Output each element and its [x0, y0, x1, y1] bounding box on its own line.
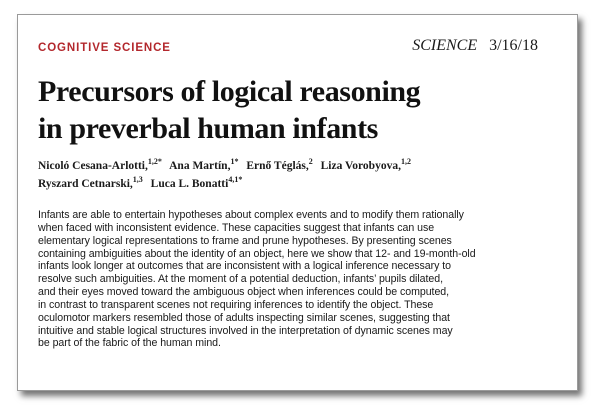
abstract: [38, 209, 566, 350]
abstract-line: be part of the fabric of the human mind.: [38, 337, 221, 350]
author-affiliation: 1,2: [400, 157, 411, 166]
author-line: [38, 157, 568, 175]
author: [38, 175, 143, 190]
abstract-line: infants look longer at outcomes that are inconsistent with a logical inference necessary to: [38, 260, 451, 273]
author-list: [38, 157, 568, 193]
author-affiliation: 2: [308, 157, 313, 166]
abstract-line: and their eyes moved toward the ambiguous object when inferences could be computed,: [38, 286, 450, 299]
author-name: Ernő Téglás,: [246, 160, 309, 172]
journal-name: SCIENCE: [412, 37, 478, 54]
author-name: Luca L. Bonatti: [150, 178, 229, 190]
article-header: [38, 37, 558, 57]
journal-info: [412, 37, 538, 55]
author-affiliation: 4,1*: [228, 175, 243, 184]
author-affiliation: 1,2*: [147, 157, 162, 166]
abstract-line: Infants are able to entertain hypotheses about complex events and to modify them rationally: [38, 209, 464, 221]
author: [169, 157, 239, 172]
author-affiliation: 1*: [230, 157, 239, 166]
article-title: [38, 73, 568, 147]
author-name: Ryszard Cetnarski,: [38, 178, 133, 190]
author-line: [38, 175, 568, 193]
author-name: Ana Martín,: [169, 160, 231, 172]
author-name: Liza Vorobyova,: [320, 160, 401, 172]
author-name: Nicoló Cesana-Arlotti,: [38, 160, 148, 172]
abstract-line: in contrast to transparent scenes not requiring inferences to identify the object. These: [38, 298, 434, 311]
title-line: in preverbal human infants: [38, 112, 378, 145]
author: [246, 157, 313, 172]
author: [320, 157, 411, 172]
abstract-line: intuitive and stable logical structures involved in the interpretation of dynamic scenes may: [38, 324, 453, 337]
title-line: Precursors of logical reasoning: [38, 75, 421, 108]
publication-date: 3/16/18: [489, 37, 538, 54]
author: [150, 175, 243, 190]
article-page: [17, 14, 578, 391]
abstract-line: elementary logical representations to frame and prune hypotheses. By presenting scenes: [38, 234, 452, 247]
abstract-line: resolve such ambiguities. At the moment of a potential deduction, infants’ pupils dilated,: [38, 273, 443, 286]
section-label: COGNITIVE SCIENCE: [38, 42, 171, 54]
author-affiliation: 1,3: [132, 175, 143, 184]
abstract-line: oculomotor markers resembled those of adults inspecting similar scenes, suggesting that: [38, 311, 450, 324]
author: [38, 157, 162, 172]
abstract-line: when faced with inconsistent evidence. These capacities suggest that infants can use: [38, 221, 435, 234]
abstract-line: containing ambiguities about the identity of an object, here we show that 12- and 19-month-old: [38, 247, 476, 260]
